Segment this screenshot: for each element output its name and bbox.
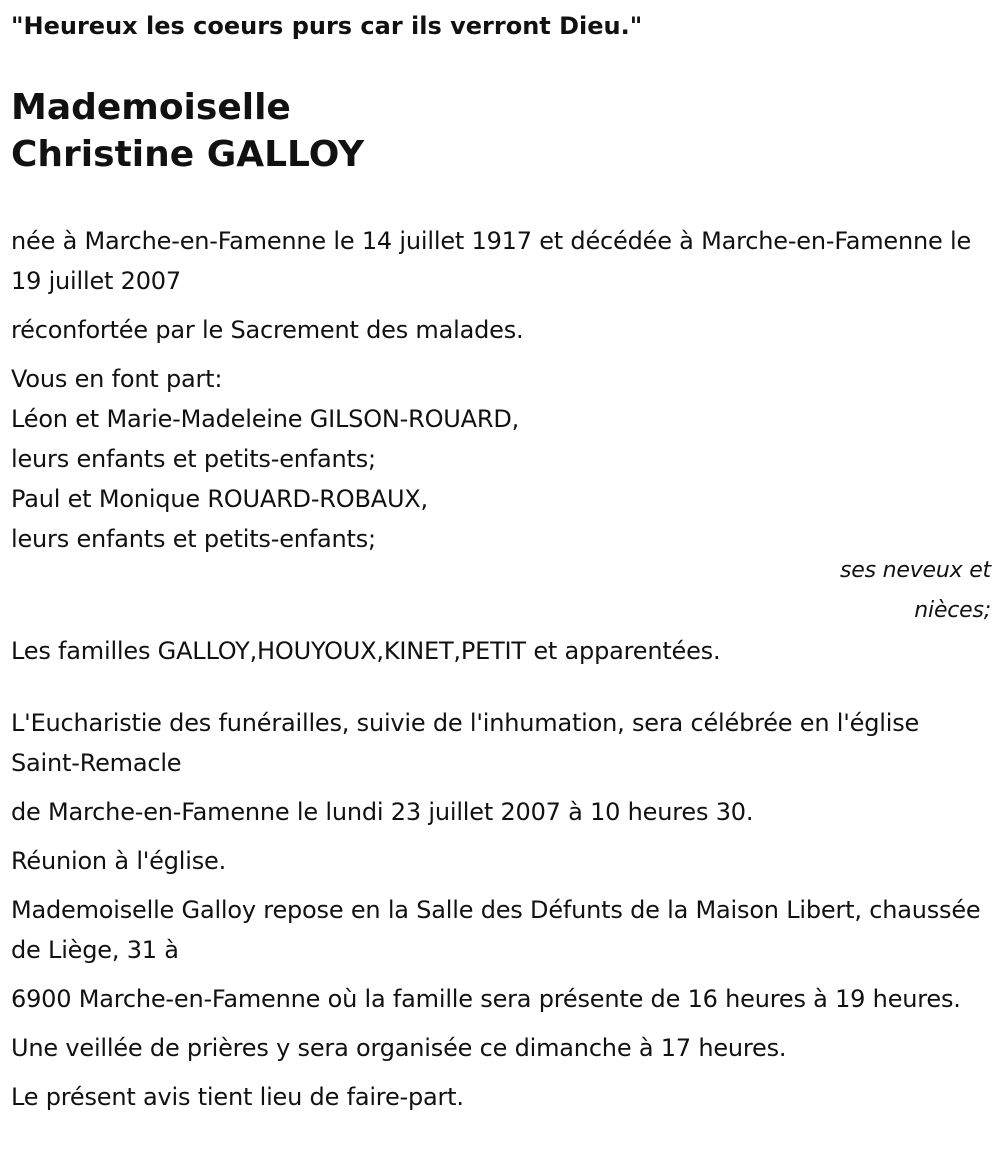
vigil-paragraph: Une veillée de prières y sera organisée ce dimanche à 17 heures. <box>11 1034 787 1062</box>
title-full-name: Christine GALLOY <box>11 134 365 175</box>
nephews-line: ses neveux et nièces; <box>839 558 991 623</box>
sacrament-paragraph: réconfortée par le Sacrement des malades. <box>11 316 524 344</box>
eucharist-date-paragraph: de Marche-en-Famenne le lundi 23 juillet 2007 à 10 heures 30. <box>11 798 754 826</box>
eucharist-paragraph: L'Eucharistie des funérailles, suivie de l'inhumation, sera célébrée en l'église Saint-Remacle <box>11 709 920 777</box>
title-honorific: Mademoiselle <box>11 87 291 128</box>
birth-death-paragraph: née à Marche-en-Famenne le 14 juillet 1917 et décédée à Marche-en-Famenne le 19 juillet 2007 <box>11 227 972 295</box>
rest-paragraph: Mademoiselle Galloy repose en la Salle des Défunts de la Maison Libert, chaussée de Liège, 31 à <box>11 896 981 964</box>
funeral-details-block <box>11 703 991 1117</box>
announce-intro: Vous en font part: <box>11 365 223 393</box>
meeting-paragraph: Réunion à l'église. <box>11 847 227 875</box>
family-line: Paul et Monique ROUARD-ROBAUX, <box>11 485 428 513</box>
family-line: Léon et Marie-Madeleine GILSON-ROUARD, <box>11 405 520 433</box>
epigraph-quote: "Heureux les coeurs purs car ils verront Dieu." <box>11 12 643 40</box>
family-line: leurs enfants et petits-enfants; <box>11 525 376 553</box>
family-line: leurs enfants et petits-enfants; <box>11 445 376 473</box>
rest-address-paragraph: 6900 Marche-en-Famenne où la famille sera présente de 16 heures à 19 heures. <box>11 985 961 1013</box>
families-paragraph: Les familles GALLOY,HOUYOUX,KINET,PETIT et apparentées. <box>11 637 721 665</box>
notice-paragraph: Le présent avis tient lieu de faire-part. <box>11 1083 464 1111</box>
deceased-name-title <box>11 84 364 178</box>
announcement-block <box>11 221 991 671</box>
